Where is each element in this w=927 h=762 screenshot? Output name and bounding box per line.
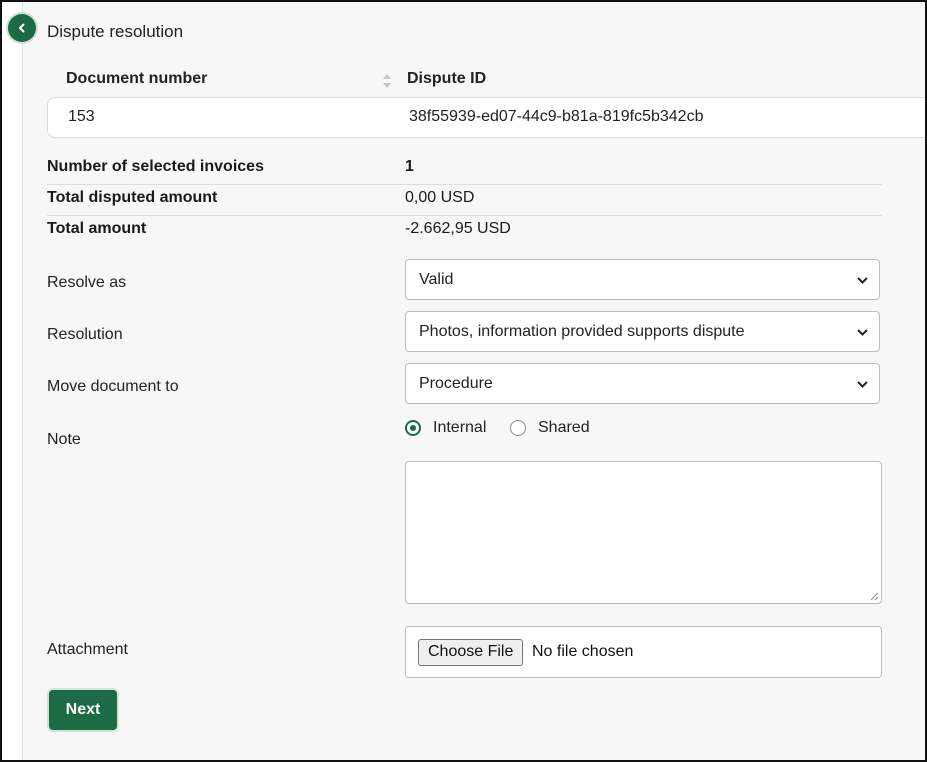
column-header-dispute-id[interactable]: Dispute ID xyxy=(407,70,487,87)
resize-grip-icon[interactable] xyxy=(869,591,879,601)
selected-invoices-value: 1 xyxy=(405,158,414,175)
resolve-as-label: Resolve as xyxy=(47,274,127,291)
move-document-select[interactable] xyxy=(405,363,880,404)
file-status-text: No file chosen xyxy=(532,643,634,660)
resolution-value: Photos, information provided supports dispute xyxy=(419,323,745,340)
document-number-cell: 153 xyxy=(68,108,95,125)
chevron-left-icon xyxy=(16,22,28,34)
note-label: Note xyxy=(47,431,81,448)
internal-radio[interactable] xyxy=(405,420,421,436)
divider xyxy=(47,184,882,185)
attachment-file-input[interactable] xyxy=(405,626,882,678)
total-disputed-label: Total disputed amount xyxy=(47,189,218,206)
move-document-value: Procedure xyxy=(419,375,493,392)
shared-radio[interactable] xyxy=(510,420,526,436)
shared-radio-label[interactable]: Shared xyxy=(538,419,590,436)
internal-radio-label[interactable]: Internal xyxy=(433,419,487,436)
sort-icon[interactable] xyxy=(382,72,392,90)
move-document-label: Move document to xyxy=(47,378,179,395)
choose-file-button[interactable]: Choose File xyxy=(418,639,523,666)
chevron-down-icon xyxy=(856,326,869,339)
total-amount-value: -2.662,95 USD xyxy=(405,220,511,237)
resolve-as-select[interactable] xyxy=(405,259,880,300)
column-header-document-number[interactable]: Document number xyxy=(66,70,208,87)
total-disputed-value: 0,00 USD xyxy=(405,189,475,206)
note-textarea[interactable] xyxy=(405,461,882,604)
resolution-select[interactable] xyxy=(405,311,880,352)
divider xyxy=(47,215,882,216)
resolution-label: Resolution xyxy=(47,326,123,343)
total-amount-label: Total amount xyxy=(47,220,147,237)
selected-invoices-label: Number of selected invoices xyxy=(47,158,264,175)
attachment-label: Attachment xyxy=(47,641,128,658)
next-button[interactable]: Next xyxy=(49,690,117,730)
resolve-as-value: Valid xyxy=(419,271,454,288)
table-row[interactable] xyxy=(47,97,927,138)
chevron-down-icon xyxy=(856,378,869,391)
dispute-id-cell: 38f55939-ed07-44c9-b81a-819fc5b342cb xyxy=(409,108,704,125)
chevron-down-icon xyxy=(856,274,869,287)
page-title: Dispute resolution xyxy=(47,22,184,41)
back-button[interactable] xyxy=(8,14,36,42)
